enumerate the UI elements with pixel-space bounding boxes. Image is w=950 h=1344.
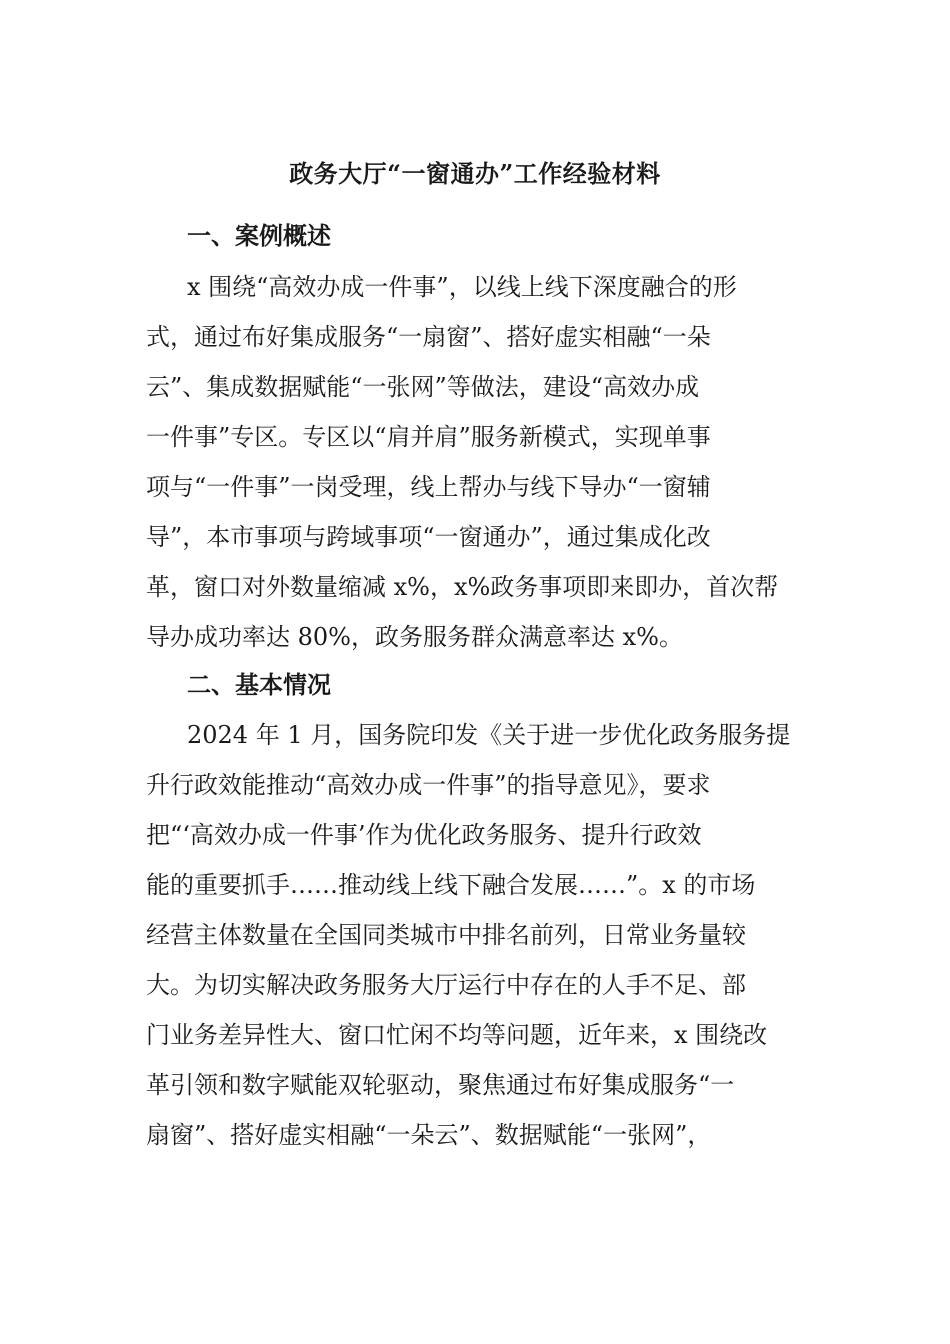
paragraph-line: 项与“一件事”一岗受理，线上帮办与线下导办“一窗辅: [146, 473, 711, 501]
paragraph-line: 一件事”专区。专区以“肩并肩”服务新模式，实现单事: [146, 423, 711, 451]
paragraph-line: 导办成功率达 80%，政务服务群众满意率达 x%。: [146, 623, 683, 651]
paragraph-line: 革引领和数字赋能双轮驱动，聚焦通过布好集成服务“一: [146, 1071, 735, 1099]
paragraph-line: 大。为切实解决政务服务大厅运行中存在的人手不足、部: [146, 971, 746, 999]
paragraph-line: 能的重要抓手……推动线上线下融合发展……”。x 的市场: [146, 871, 756, 899]
paragraph-line: 导”，本市事项与跨域事项“一窗通办”，通过集成化改: [146, 523, 711, 551]
paragraph-line: 2024 年 1 月，国务院印发《关于进一步优化政务服务提: [187, 721, 791, 749]
paragraph-line: 门业务差异性大、窗口忙闲不均等问题，近年来，x 围绕改: [146, 1021, 768, 1049]
paragraph-basic-situation: [146, 710, 816, 1160]
paragraph-overview: [146, 262, 816, 662]
paragraph-line: 扇窗”、搭好虚实相融“一朵云”、数据赋能“一张网”，: [146, 1121, 712, 1149]
paragraph-line: 升行政效能推动“高效办成一件事”的指导意见》，要求: [146, 771, 711, 799]
paragraph-line: 云”、集成数据赋能“一张网”等做法，建设“高效办成: [146, 373, 700, 401]
paragraph-line: x 围绕“高效办成一件事”，以线上线下深度融合的形: [187, 273, 737, 301]
paragraph-line: 经营主体数量在全国同类城市中排名前列，日常业务量较: [146, 921, 746, 949]
paragraph-line: 式，通过布好集成服务“一扇窗”、搭好虚实相融“一朵: [146, 323, 711, 351]
paragraph-line: 革，窗口对外数量缩减 x%，x%政务事项即来即办，首次帮: [146, 573, 779, 601]
section-heading-overview: 一、案例概述: [187, 221, 331, 250]
section-heading-basic-situation: 二、基本情况: [187, 670, 331, 699]
paragraph-line: 把“‘高效办成一件事’作为优化政务服务、提升行政效: [146, 821, 702, 849]
document-title: 政务大厅“一窗通办”工作经验材料: [289, 159, 661, 188]
